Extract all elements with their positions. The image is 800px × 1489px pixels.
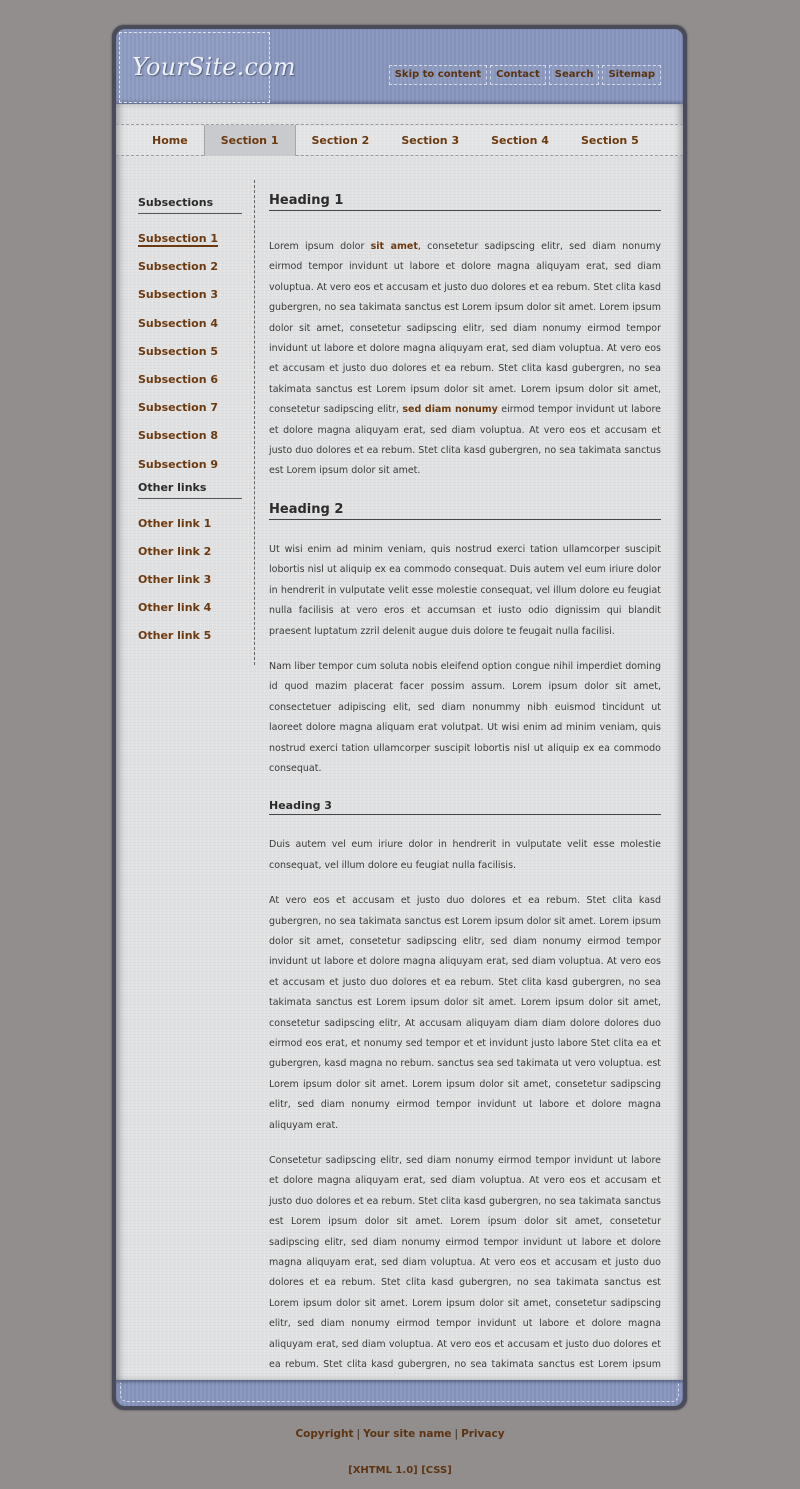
heading-2: Heading 2	[269, 502, 661, 520]
nav-item-section-5[interactable]: Section 5	[580, 134, 639, 147]
site-footer-bar	[116, 1380, 683, 1406]
sidebar	[138, 196, 242, 653]
subsection-link-7[interactable]: Subsection 7	[138, 401, 219, 415]
css-validator-link[interactable]: [CSS]	[421, 1465, 452, 1476]
separator: |	[356, 1428, 361, 1440]
skip-to-content-link[interactable]: Skip to content	[389, 65, 487, 85]
site-header	[116, 29, 683, 104]
other-link-5[interactable]: Other link 5	[138, 629, 212, 643]
logo-box[interactable]	[119, 32, 296, 103]
paragraph-3: Nam liber tempor cum soluta nobis eleifend option congue nihil imperdiet doming id quod mazim placerat facer possim assum. Lorem ipsum dolor sit amet, consectetuer adipiscing elit, sed diam nonummy nibh euismod tincidunt ut laoreet dolore magna aliquam erat volutpat. Ut wisi enim ad minim veniam, quis nostrud exerci tation ullamcorper suscipit lobortis nisl ut aliquip ex ea commodo consequat.	[269, 660, 661, 774]
separator: |	[454, 1428, 459, 1440]
sidebar-divider	[254, 180, 255, 665]
search-link[interactable]: Search	[549, 65, 600, 85]
main-nav	[116, 124, 683, 156]
xhtml-validator-link[interactable]: [XHTML 1.0]	[348, 1465, 418, 1476]
subsection-link-5[interactable]: Subsection 5	[138, 344, 219, 358]
copyright-link[interactable]: Copyright	[295, 1428, 354, 1440]
heading-1: Heading 1	[269, 193, 661, 211]
footer-inner-border	[120, 1383, 679, 1402]
subsection-link-1[interactable]: Subsection 1	[138, 232, 219, 245]
page-body	[116, 104, 683, 1380]
emphasis-link: sed diam nonumy	[402, 404, 498, 416]
sitemap-link[interactable]: Sitemap	[602, 65, 661, 85]
subsection-link-8[interactable]: Subsection 8	[138, 429, 219, 443]
nav-item-section-4[interactable]: Section 4	[491, 134, 549, 147]
other-links-list	[138, 512, 242, 653]
paragraph-1: Lorem ipsum dolor sit amet, consetetur sadipscing elitr, sed diam nonumy eirmod tempor invidunt ut labore et dolore magna aliquyam erat, sed diam voluptua. At vero eos et accusam et justo duo dolores et ea rebum. Stet clita kasd gubergren, no sea takimata sanctus est Lorem ipsum dolor sit amet. Lorem ipsum dolor sit amet, consetetur sadipscing elitr, sed diam nonumy eirmod tempor invidunt ut labore et dolore magna aliquyam erat, sed diam voluptua. At vero eos et accusam et justo duo dolores et ea rebum. Stet clita kasd gubergren, no sea takimata sanctus est Lorem ipsum dolor sit amet. Lorem ipsum dolor sit amet, consetetur sadipscing elitr, sed diam nonumy eirmod tempor invidunt ut labore et dolore magna aliquyam erat, sed diam voluptua. At vero eos et accusam et justo duo dolores et ea rebum. Stet clita kasd gubergren, no sea takimata sanctus est Lorem ipsum dolor sit amet.	[269, 241, 661, 477]
main-content	[269, 193, 661, 1396]
other-link-3[interactable]: Other link 3	[138, 573, 212, 587]
validator-links	[0, 1465, 800, 1476]
subsection-link-6[interactable]: Subsection 6	[138, 372, 219, 386]
privacy-link[interactable]: Privacy	[461, 1428, 505, 1440]
subsections-list	[138, 227, 242, 481]
subsections-heading: Subsections	[138, 196, 242, 214]
other-link-1[interactable]: Other link 1	[138, 516, 212, 530]
subsection-link-9[interactable]: Subsection 9	[138, 457, 219, 471]
nav-item-section-3[interactable]: Section 3	[401, 134, 460, 147]
heading-3: Heading 3	[269, 799, 661, 815]
emphasis-link: sit amet	[370, 241, 418, 252]
nav-item-section-1[interactable]: Section 1	[204, 125, 296, 156]
paragraph-5: At vero eos et accusam et justo duo dolores et ea rebum. Stet clita kasd gubergren, no sea takimata sanctus est Lorem ipsum dolor sit amet. Lorem ipsum dolor sit amet, consetetur sadipscing elitr, sed diam nonumy eirmod tempor invidunt ut labore et dolore magna aliquyam erat, sed diam voluptua. At vero eos et accusam et justo duo dolores et ea rebum. Stet clita kasd gubergren, no sea takimata sanctus est Lorem ipsum dolor sit amet. Lorem ipsum dolor sit amet, consetetur sadipscing elitr, At accusam aliquyam diam diam dolore dolores duo eirmod eos erat, et nonumy sed tempor et et invidunt justo labore Stet clita ea et gubergren, kasd magna no rebum. sanctus sea sed takimata ut vero voluptua. est Lorem ipsum dolor sit amet. Lorem ipsum dolor sit amet, consetetur sadipscing elitr, sed diam nonumy eirmod tempor invidunt ut labore et dolore magna aliquyam erat.	[269, 895, 661, 1131]
subsection-link-3[interactable]: Subsection 3	[138, 288, 219, 302]
site-logo[interactable]: YourSite.com	[132, 53, 296, 81]
site-name-link[interactable]: Your site name	[363, 1428, 452, 1440]
nav-item-section-2[interactable]: Section 2	[311, 134, 370, 147]
nav-item-home[interactable]: Home	[152, 134, 188, 147]
paragraph-6: Consetetur sadipscing elitr, sed diam nonumy eirmod tempor invidunt ut labore et dolore magna aliquyam erat, sed diam voluptua. At vero eos et accusam et justo duo dolores et ea rebum. Stet clita kasd gubergren, no sea takimata sanctus est Lorem ipsum dolor sit amet. Lorem ipsum dolor sit amet, consetetur sadipscing elitr, sed diam nonumy eirmod tempor invidunt ut labore et dolore magna aliquyam erat, sed diam voluptua. At vero eos et accusam et justo duo dolores et ea rebum. Stet clita kasd gubergren, no sea takimata sanctus est Lorem ipsum dolor sit amet. Lorem ipsum dolor sit amet, consetetur sadipscing elitr, sed diam nonumy eirmod tempor invidunt ut labore et dolore magna aliquyam erat, sed diam voluptua. At vero eos et accusam et justo duo dolores et ea rebum. Stet clita kasd gubergren, no sea takimata sanctus est Lorem ipsum	[269, 1155, 661, 1371]
paragraph-2: Ut wisi enim ad minim veniam, quis nostrud exerci tation ullamcorper suscipit lobortis nisl ut aliquip ex ea commodo consequat. Duis autem vel eum iriure dolor in hendrerit in vulputate velit esse molestie consequat, vel illum dolore eu feugiat nulla facilisis at vero eros et accumsan et iusto odio dignissim qui blandit praesent luptatum zzril delenit augue duis dolore te feugait nulla facilisi.	[269, 543, 661, 637]
subsection-link-2[interactable]: Subsection 2	[138, 260, 219, 274]
top-links	[389, 65, 661, 85]
subsection-link-4[interactable]: Subsection 4	[138, 316, 219, 330]
contact-link[interactable]: Contact	[490, 65, 546, 85]
other-link-2[interactable]: Other link 2	[138, 544, 212, 558]
other-link-4[interactable]: Other link 4	[138, 601, 212, 615]
copyright-line	[0, 1428, 800, 1440]
paragraph-4: Duis autem vel eum iriure dolor in hendrerit in vulputate velit esse molestie consequat, vel illum dolore eu feugiat nulla facilisis.	[269, 839, 661, 871]
other-links-heading: Other links	[138, 481, 242, 499]
